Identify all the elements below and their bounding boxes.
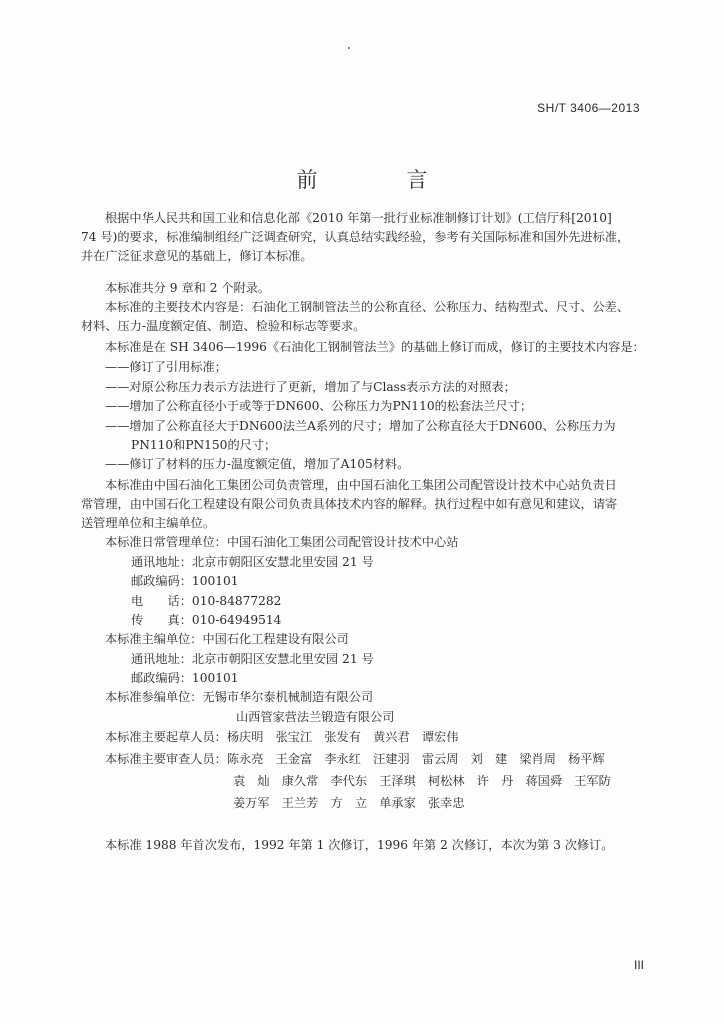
list-item: ——增加了公称直径大于DN600法兰A系列的尺寸；增加了公称直径大于DN600、公称压力为: [105, 419, 616, 433]
list-item: ——增加了公称直径小于或等于DN600、公称压力为PN110的松套法兰尺寸；: [105, 399, 533, 413]
page-title: 前 言: [296, 168, 462, 192]
contact-line: 通讯地址：北京市朝阳区安慧北里安园 21 号: [131, 555, 374, 569]
contact-line: 传 真：010-64949514: [131, 613, 282, 627]
paragraph-line: 本标准由中国石油化工集团公司负责管理，由中国石油化工集团公司配管设计技术中心站负责日: [105, 478, 617, 492]
contact-line: 本标准参编单位：无锡市华尔泰机械制造有限公司: [105, 690, 374, 704]
paragraph-line: 常管理，由中国石化工程建设有限公司负责具体技术内容的解释。执行过程中如有意见和建议，请寄: [81, 497, 618, 511]
list-item: ——修订了引用标准；: [105, 360, 227, 374]
contact-line: 通讯地址：北京市朝阳区安慧北里安园 21 号: [131, 652, 374, 666]
reviewers-line: 姜万军 王兰芳 方 立 单承家 张幸忠: [233, 796, 465, 810]
list-item: ——修订了材料的压力-温度额定值，增加了A105材料。: [105, 457, 410, 471]
list-item-continued: PN110和PN150的尺寸；: [131, 438, 277, 452]
contact-line: 电 话：010-84877282: [131, 594, 282, 608]
drafters-line: 本标准主要起草人员：杨庆明 张宝江 张发有 黄兴君 谭宏伟: [105, 730, 459, 744]
standard-number: SH/T 3406—2013: [537, 101, 640, 115]
scan-speck: [348, 47, 350, 49]
contact-line: 本标准日常管理单位：中国石油化工集团公司配管设计技术中心站: [105, 535, 459, 549]
contact-line: 本标准主编单位：中国石化工程建设有限公司: [105, 632, 349, 646]
contact-line: 邮政编码：100101: [131, 574, 239, 588]
list-item: ——对原公称压力表示方法进行了更新，增加了与Class表示方法的对照表；: [105, 380, 516, 394]
reviewers-line: 本标准主要审查人员：陈永亮 王金富 李永红 汪建羽 雷云周 刘 建 梁肖周 杨平辉: [105, 752, 605, 766]
paragraph-line: 根据中华人民共和国工业和信息化部《2010 年第一批行业标准制修订计划》(工信厅科[2010]: [105, 211, 612, 225]
contact-line: 邮政编码：100101: [131, 671, 239, 685]
paragraph-line: 本标准共分 9 章和 2 个附录。: [105, 281, 271, 295]
paragraph-line: 材料、压力-温度额定值、制造、检验和标志等要求。: [81, 319, 366, 333]
history-line: 本标准 1988 年首次发布，1992 年第 1 次修订，1996 年第 2 次修订，本次为第 3 次修订。: [105, 838, 614, 852]
page-number: III: [633, 958, 644, 972]
paragraph-line: 本标准是在 SH 3406—1996《石油化工钢制管法兰》的基础上修订而成，修订的主要技术内容是：: [105, 340, 645, 354]
paragraph-line: 送管理单位和主编单位。: [81, 516, 216, 530]
reviewers-line: 袁 灿 康久常 李代东 王泽琪 柯松林 许 丹 蒋国舜 王军防: [233, 774, 611, 788]
paragraph-line: 并在广泛征求意见的基础上，修订本标准。: [81, 249, 313, 263]
paragraph-line: 74 号)的要求，标准编制组经广泛调查研究，认真总结实践经验，参考有关国际标准和国外先进标准，: [81, 230, 630, 244]
contact-line: 山西管家营法兰锻造有限公司: [236, 710, 395, 724]
paragraph-line: 本标准的主要技术内容是：石油化工钢制管法兰的公称直径、公称压力、结构型式、尺寸、公差、: [105, 300, 630, 314]
